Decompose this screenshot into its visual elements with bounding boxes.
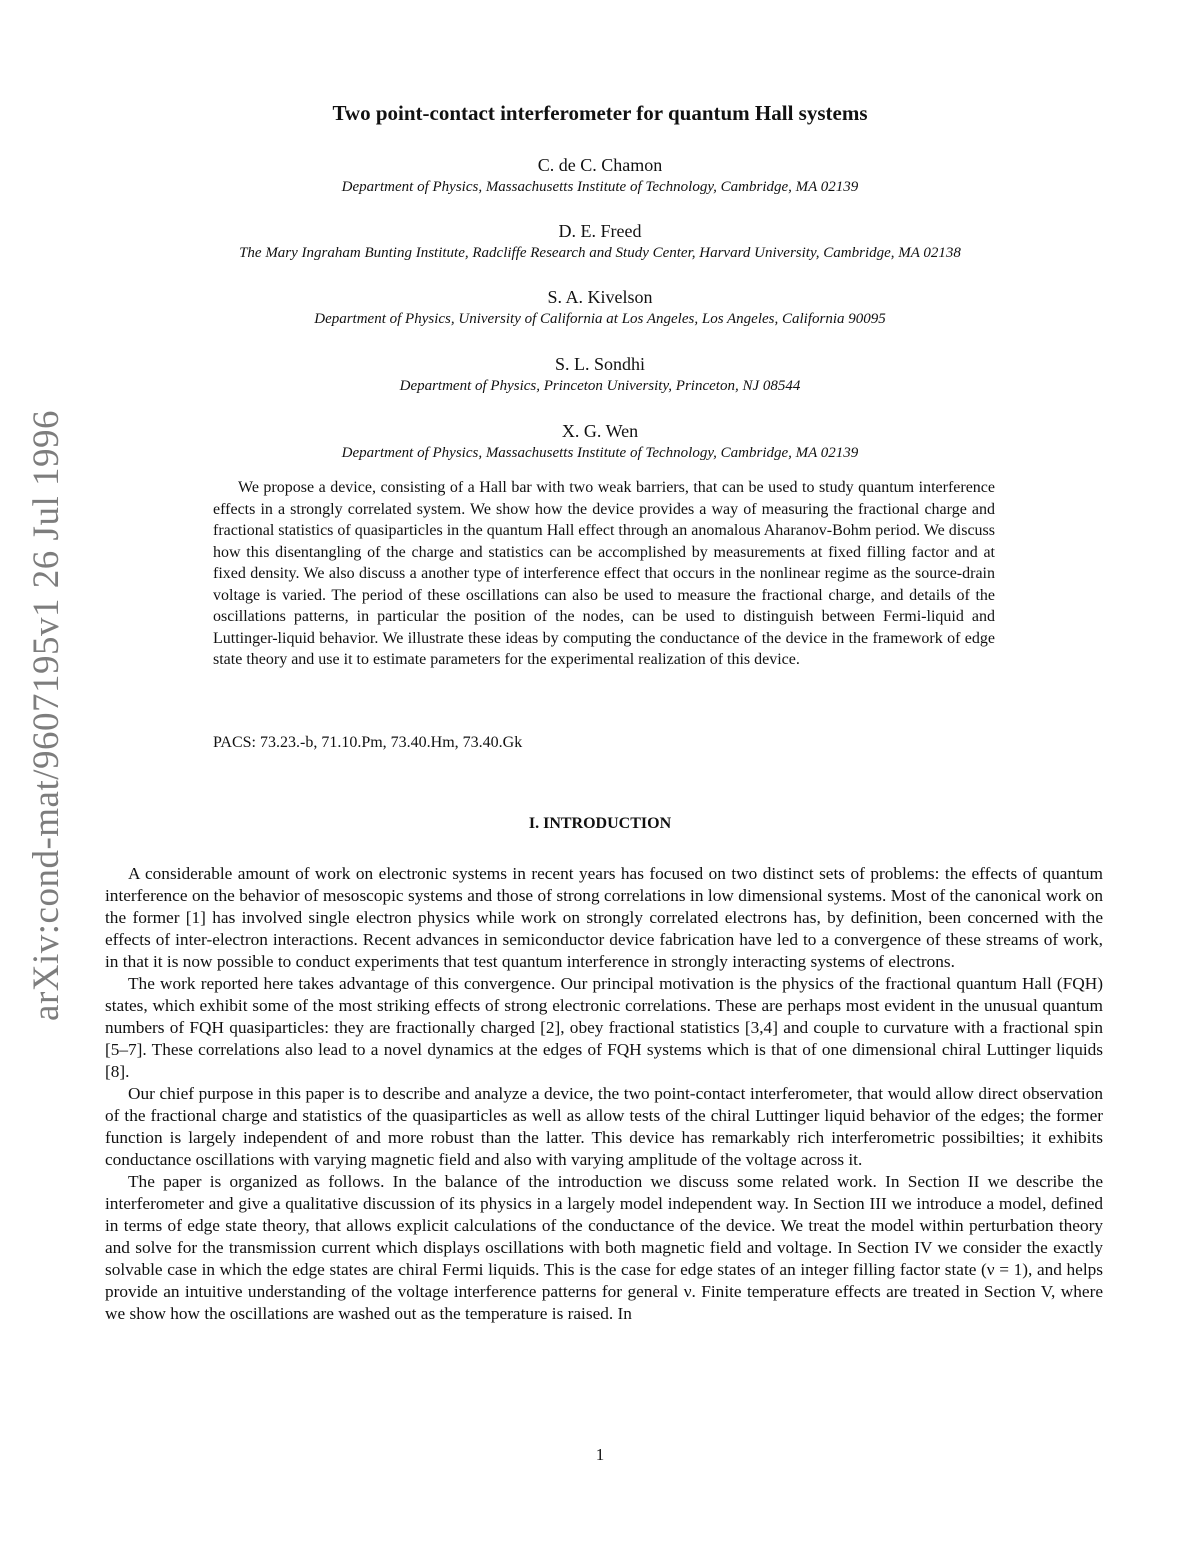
author-block [0, 154, 1200, 198]
author-name: S. L. Sondhi [554, 354, 646, 374]
section-heading: I. INTRODUCTION [528, 815, 672, 832]
author-name: X. G. Wen [561, 421, 639, 441]
body-text [105, 863, 1103, 1325]
author-affiliation: Department of Physics, Princeton University, Princeton, NJ 08544 [399, 378, 801, 394]
author-affiliation: Department of Physics, Massachusetts Institute of Technology, Cambridge, MA 02139 [341, 179, 859, 195]
body-paragraph: A considerable amount of work on electronic systems in recent years has focused on two distinct sets of problems: the effects of quantum interference on the behavior of mesoscopic systems and those of strong correlations in low dimensional systems. Most of the canonical work on the former [1] has involved single electron physics while work on strongly correlated electrons has, by definition, been concerned with the effects of inter-electron interactions. Recent advances in semiconductor device fabrication have led to a convergence of these streams of work, in that it is now possible to conduct experiments that test quantum interference in strongly interacting systems of electrons. [105, 864, 1103, 971]
author-block [0, 420, 1200, 464]
page-number: 1 [595, 1445, 605, 1464]
abstract: We propose a device, consisting of a Hall bar with two weak barriers, that can be used to study quantum interference effects in a strongly correlated system. We show how the device provides a way of measuring the fractional charge and fractional statistics of quasiparticles in the quantum Hall effect through an anomalous Aharanov-Bohm period. We discuss how this disentangling of the charge and statistics can be accomplished by measurements at fixed filling factor and at fixed density. We also discuss a another type of interference effect that occurs in the nonlinear regime as the source-drain voltage is varied. The period of these oscillations can also be used to measure the fractional charge, and details of the oscillations patterns, in particular the position of the nodes, can be used to distinguish between Fermi-liquid and Luttinger-liquid behavior. We illustrate these ideas by computing the conductance of the device in the framework of edge state theory and use it to estimate parameters for the experimental realization of this device. [213, 479, 995, 668]
pacs-codes: PACS: 73.23.-b, 71.10.Pm, 73.40.Hm, 73.40.Gk [213, 734, 523, 751]
author-name: C. de C. Chamon [537, 155, 663, 175]
author-affiliation: The Mary Ingraham Bunting Institute, Radcliffe Research and Study Center, Harvard University, Cambridge, MA 02138 [239, 245, 961, 261]
author-name: S. A. Kivelson [547, 287, 653, 307]
author-block [0, 353, 1200, 397]
author-affiliation: Department of Physics, University of California at Los Angeles, Los Angeles, California 90095 [314, 311, 886, 327]
author-affiliation: Department of Physics, Massachusetts Institute of Technology, Cambridge, MA 02139 [341, 445, 859, 461]
body-paragraph: Our chief purpose in this paper is to describe and analyze a device, the two point-contact interferometer, that would allow direct observation of the fractional charge and statistics of the quasiparticles as well as allow tests of the chiral Luttinger liquid behavior of the edges; the former function is largely independent of and more robust than the latter. This device has remarkably rich interferometric possibilties; it exhibits conductance oscillations with varying magnetic field and also with varying amplitude of the voltage across it. [105, 1084, 1103, 1169]
author-block [0, 286, 1200, 330]
author-name: D. E. Freed [558, 221, 642, 241]
paper-title: Two point-contact interferometer for quantum Hall systems [332, 101, 868, 125]
body-paragraph: The paper is organized as follows. In the balance of the introduction we discuss some related work. In Section II we describe the interferometer and give a qualitative discussion of its physics in a largely model independent way. In Section III we introduce a model, defined in terms of edge state theory, that allows explicit calculations of the conductance of the device. We treat the model within perturbation theory and solve for the transmission current which displays oscillations with both magnetic field and voltage. In Section IV we consider the exactly solvable case in which the edge states are chiral Fermi liquids. This is the case for edge states of an integer filling factor state (ν = 1), and helps provide an intuitive understanding of the voltage interference patterns for general ν. Finite temperature effects are treated in Section V, where we show how the oscillations are washed out as the temperature is raised. In [105, 1172, 1103, 1323]
author-block [0, 220, 1200, 264]
body-paragraph: The work reported here takes advantage of this convergence. Our principal motivation is the physics of the fractional quantum Hall (FQH) states, which exhibit some of the most striking effects of strong electronic correlations. These are perhaps most evident in the unusual quantum numbers of FQH quasiparticles: they are fractionally charged [2], obey fractional statistics [3,4] and couple to curvature with a fractional spin [5–7]. These correlations also lead to a novel dynamics at the edges of FQH systems which is that of one dimensional chiral Luttinger liquids [8]. [105, 974, 1103, 1081]
arxiv-stamp: arXiv:cond-mat/9607195v1 26 Jul 1996 [25, 410, 67, 1021]
arxiv-stamp-container [22, 393, 70, 1038]
